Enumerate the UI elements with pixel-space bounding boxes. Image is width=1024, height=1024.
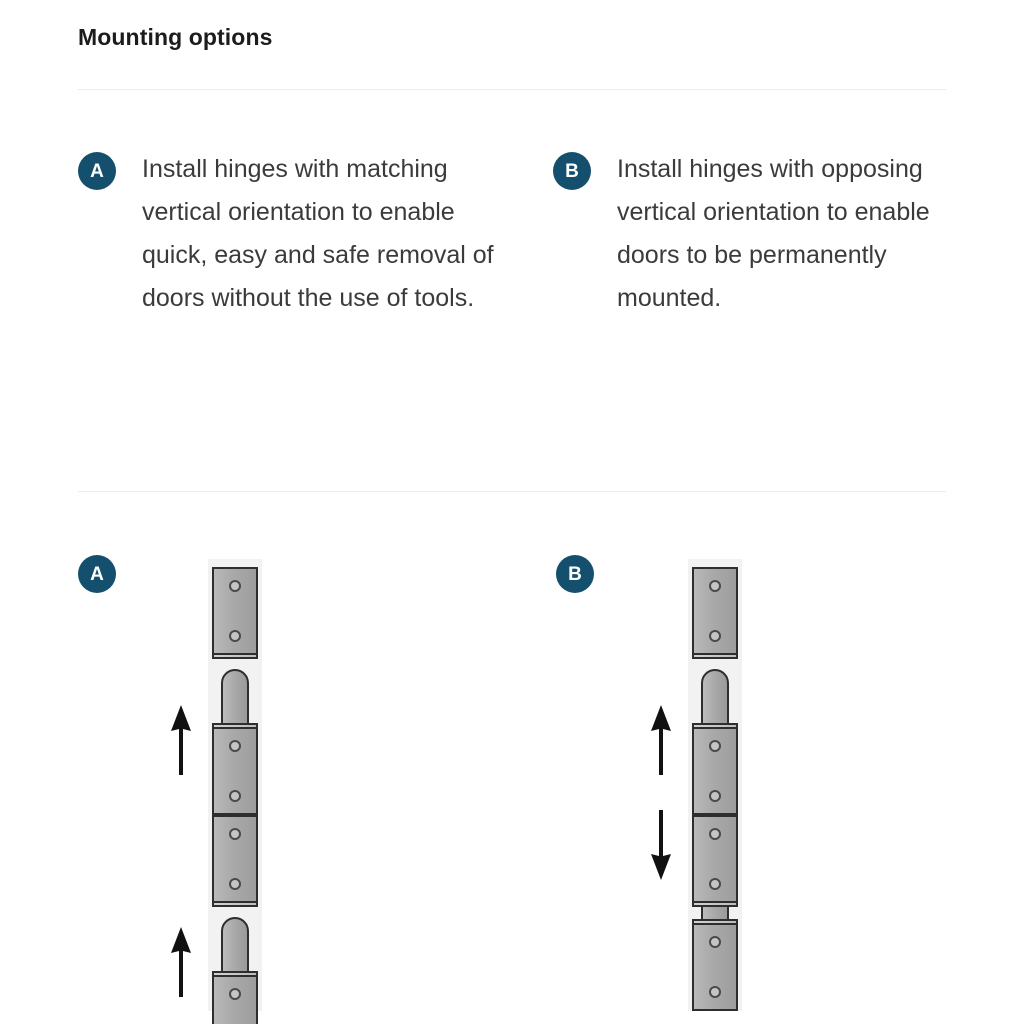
hinge-pin-leaf-up	[692, 669, 738, 815]
hinge-pin	[701, 669, 729, 731]
screw-hole-icon	[229, 580, 241, 592]
up-arrow-icon	[170, 927, 192, 997]
divider-top	[78, 89, 946, 90]
screw-hole-icon	[229, 740, 241, 752]
hinge-lip	[212, 971, 258, 977]
up-arrow-icon	[650, 705, 672, 775]
diagram-badge-a: A	[78, 555, 116, 593]
hinge-pin-leaf-up	[212, 669, 258, 815]
hinge-leaf	[692, 567, 738, 655]
hinge-leaf	[212, 975, 258, 1024]
option-badge-a: A	[78, 152, 116, 190]
option-badge-b: B	[553, 152, 591, 190]
option-a-description: Install hinges with matching vertical orientation to enable quick, easy and safe removal of doors without the use of tools.	[142, 155, 494, 312]
hinge-plate	[692, 923, 738, 1011]
hinge-plate	[692, 567, 738, 655]
hinge-leaf	[212, 567, 258, 655]
screw-hole-icon	[709, 740, 721, 752]
diagram-option-a	[150, 545, 350, 1015]
hinge-plate	[212, 815, 258, 903]
hinge-leaf	[692, 727, 738, 815]
down-arrow-icon	[650, 810, 672, 880]
screw-hole-icon	[229, 988, 241, 1000]
divider-middle	[78, 491, 946, 492]
screw-hole-icon	[709, 630, 721, 642]
hinge-pin	[221, 917, 249, 979]
hinge-lip	[212, 723, 258, 729]
hinge-pin-leaf-down	[692, 815, 738, 903]
hinge-lip	[692, 653, 738, 659]
screw-hole-icon	[709, 936, 721, 948]
hinge-leaf	[212, 815, 258, 903]
screw-hole-icon	[709, 790, 721, 802]
hinge-leaf	[212, 727, 258, 815]
hinge-leaf	[692, 923, 738, 1011]
hinge-leaf	[692, 815, 738, 903]
screw-hole-icon	[229, 790, 241, 802]
screw-hole-icon	[709, 580, 721, 592]
diagram-badge-b: B	[556, 555, 594, 593]
screw-hole-icon	[229, 878, 241, 890]
hinge-lip	[692, 919, 738, 925]
screw-hole-icon	[229, 630, 241, 642]
up-arrow-icon	[170, 705, 192, 775]
hinge-pin-leaf-up	[212, 917, 258, 1024]
hinge-lip	[212, 653, 258, 659]
page-title: Mounting options	[78, 24, 273, 50]
hinge-lip	[692, 723, 738, 729]
hinge-plate	[212, 567, 258, 655]
screw-hole-icon	[709, 986, 721, 998]
hinge-lip	[212, 901, 258, 907]
screw-hole-icon	[709, 828, 721, 840]
screw-hole-icon	[709, 878, 721, 890]
hinge-pin	[221, 669, 249, 731]
diagram-option-b	[630, 545, 830, 1015]
option-b-description: Install hinges with opposing vertical orientation to enable doors to be permanently mounted.	[617, 155, 930, 312]
screw-hole-icon	[229, 828, 241, 840]
